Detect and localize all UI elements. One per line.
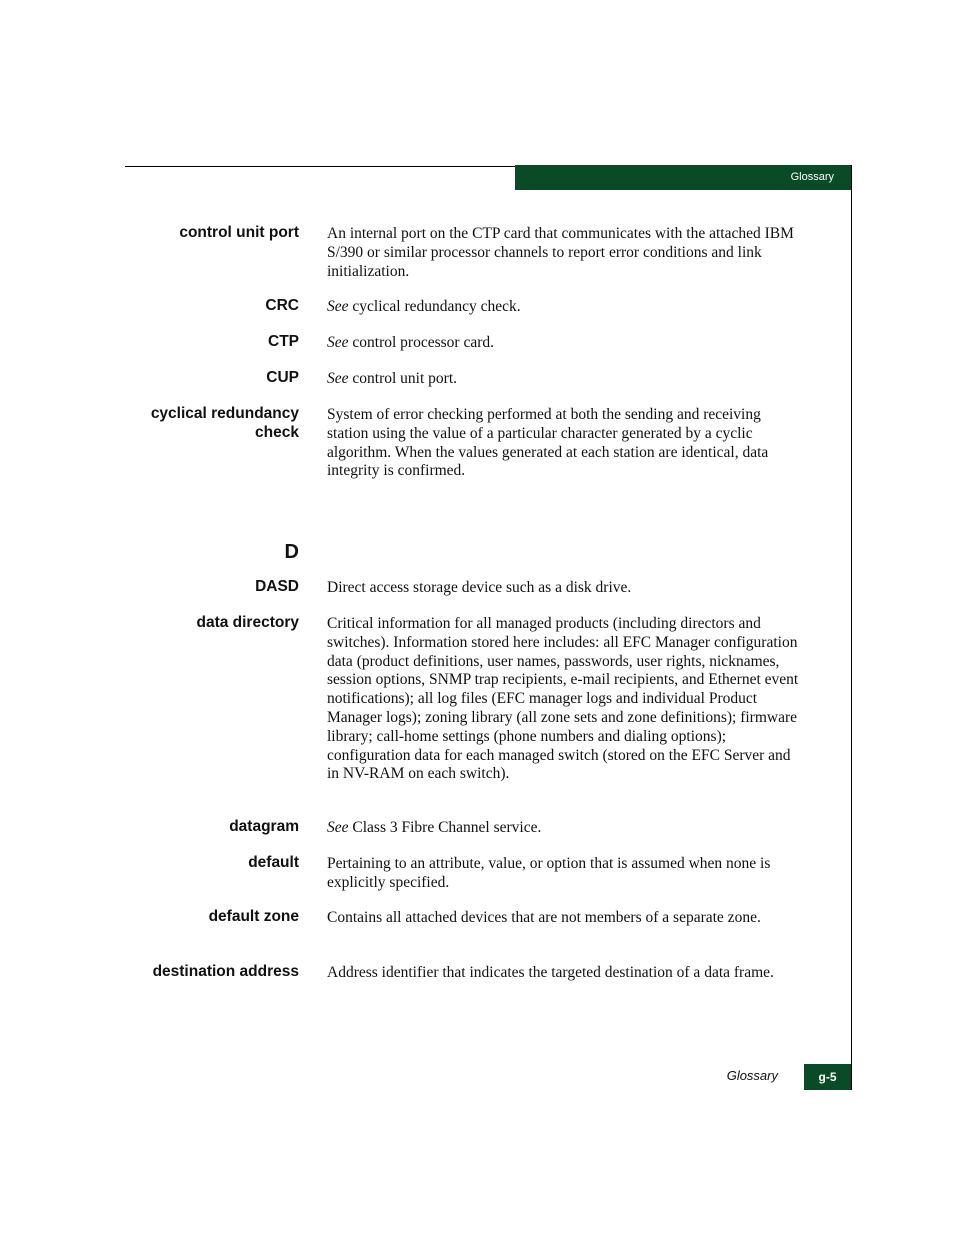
definition-text: cyclical redundancy check.: [348, 298, 521, 315]
side-rule: [851, 165, 852, 1090]
definition-text: Direct access storage device such as a disk drive.: [327, 579, 632, 596]
glossary-definition: [327, 370, 805, 389]
footer-label: Glossary: [726, 1068, 778, 1083]
glossary-definition: [327, 406, 805, 481]
glossary-definition: [327, 615, 805, 784]
definition-text: Critical information for all managed products (including directors and switches). Information stored here includes: all EFC Manager configuration data (product definitions, user names, passwords, user rights, nicknames, session options, SNMP trap recipients, e-mail recipients, and Ethernet event notifications); all log files (EFC manager logs and individual Product Manager logs); zoning library (all zone sets and zone definitions); firmware library; call-home settings (phone numbers and dialing options); configuration data for each managed switch (stored on the EFC Server and in NV-RAM on each switch).: [327, 615, 799, 783]
glossary-term: default: [248, 854, 299, 871]
header-title: Glossary: [790, 171, 834, 183]
definition-text: An internal port on the CTP card that communicates with the attached IBM S/390 or similar processor channels to report error conditions and link initialization.: [327, 225, 794, 280]
glossary-term: datagram: [229, 818, 299, 835]
definition-text: Class 3 Fibre Channel service.: [348, 819, 542, 836]
glossary-term: CUP: [266, 369, 299, 386]
see-prefix: See: [327, 819, 349, 836]
glossary-term: data directory: [196, 614, 299, 631]
glossary-definition: [327, 225, 805, 281]
header-bar: [515, 165, 851, 190]
footer-page-number: g-5: [804, 1064, 851, 1090]
section-letter: D: [284, 541, 299, 563]
glossary-term: destination address: [152, 963, 299, 980]
definition-text: control processor card.: [348, 334, 494, 351]
definition-text: Address identifier that indicates the targeted destination of a data frame.: [327, 964, 774, 981]
glossary-definition: [327, 855, 805, 893]
glossary-definition: [327, 964, 805, 983]
glossary-definition: [327, 334, 805, 353]
glossary-term: CTP: [268, 333, 299, 350]
see-prefix: See: [327, 334, 349, 351]
glossary-term: cyclical redundancy check: [150, 405, 299, 441]
see-prefix: See: [327, 298, 349, 315]
glossary-term: control unit port: [179, 224, 299, 241]
glossary-definition: [327, 909, 805, 928]
see-prefix: See: [327, 370, 349, 387]
glossary-term: default zone: [208, 908, 299, 925]
definition-text: Pertaining to an attribute, value, or option that is assumed when none is explicitly specified.: [327, 855, 771, 891]
glossary-term: CRC: [265, 297, 299, 314]
definition-text: control unit port.: [348, 370, 458, 387]
header-rule: [125, 166, 516, 167]
glossary-term: DASD: [255, 578, 299, 595]
definition-text: Contains all attached devices that are not members of a separate zone.: [327, 909, 761, 926]
definition-text: System of error checking performed at both the sending and receiving station using the value of a particular character generated by a cyclic algorithm. When the values generated at each station are identical, data integrity is confirmed.: [327, 406, 769, 480]
glossary-definition: [327, 819, 805, 838]
glossary-definition: [327, 579, 805, 598]
glossary-definition: [327, 298, 805, 317]
